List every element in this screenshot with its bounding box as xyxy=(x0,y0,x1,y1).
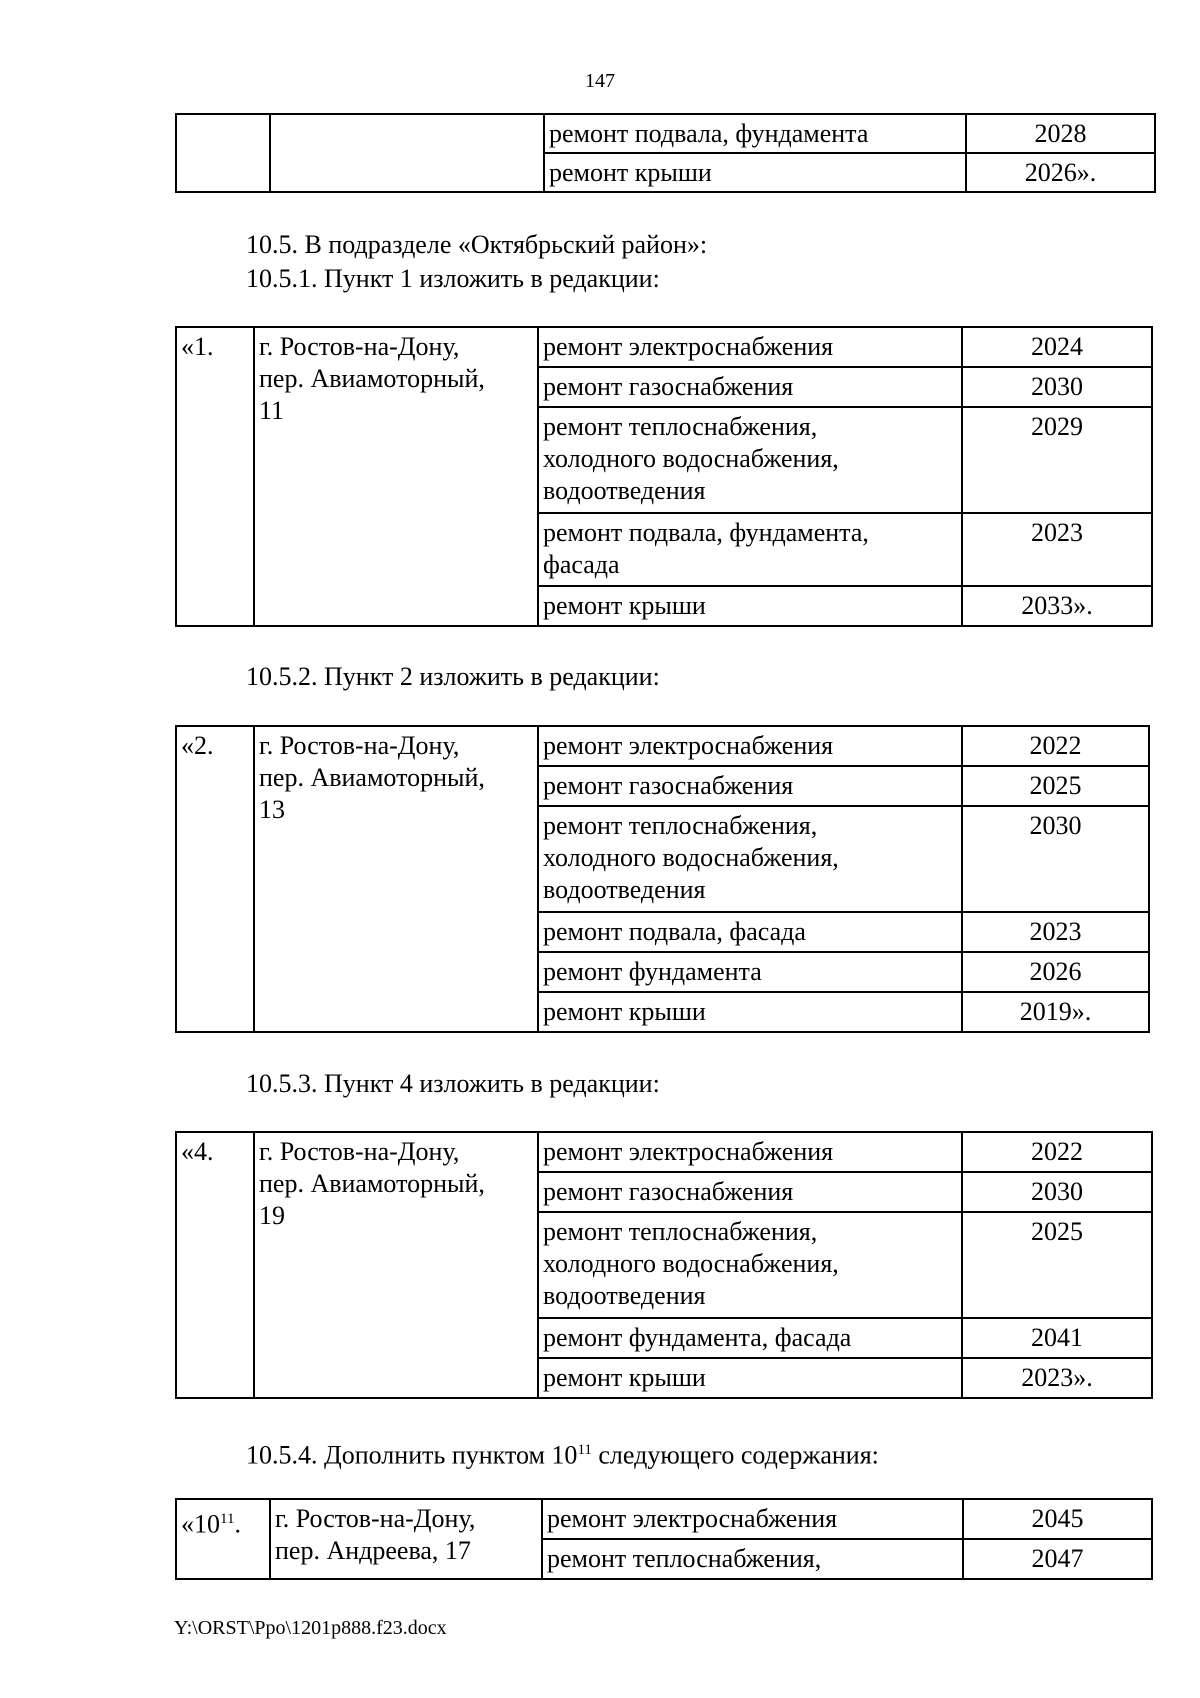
work-line: ремонт электроснабжения xyxy=(543,731,834,760)
year-cell: 2047 xyxy=(963,1539,1152,1579)
year-cell: 2041 xyxy=(962,1318,1152,1358)
year-cell: 2025 xyxy=(962,1212,1152,1318)
address-line: г. Ростов-на-Дону, xyxy=(259,731,460,760)
work-cell xyxy=(538,1318,962,1358)
work-line: водоотведения xyxy=(543,1281,706,1310)
work-cell xyxy=(538,912,962,952)
item-number: «10 xyxy=(181,1509,220,1539)
address-line: пер. Авиамоторный, xyxy=(259,1169,485,1198)
work-cell xyxy=(538,407,962,513)
work-line: ремонт газоснабжения xyxy=(543,1177,794,1206)
table-item-1 xyxy=(175,326,1153,627)
table-row xyxy=(176,114,1155,153)
work-line: ремонт теплоснабжения, xyxy=(543,811,818,840)
work-line: ремонт фундамента xyxy=(543,957,762,986)
address-line: 19 xyxy=(259,1201,285,1230)
item-number-cell: «1. xyxy=(176,327,254,626)
item-number-cell: «4. xyxy=(176,1132,254,1398)
subsection-heading: 10.5.1. Пункт 1 изложить в редакции: xyxy=(246,264,660,293)
work-line: ремонт крыши xyxy=(543,997,706,1026)
address-cell xyxy=(270,114,544,192)
work-line: ремонт теплоснабжения, xyxy=(547,1544,822,1573)
year-cell: 2045 xyxy=(963,1499,1152,1539)
work-cell xyxy=(538,1132,962,1172)
work-cell xyxy=(538,952,962,992)
page-number: 147 xyxy=(585,70,615,92)
year-cell: 2030 xyxy=(962,1172,1152,1212)
work-line: ремонт теплоснабжения, xyxy=(543,1217,818,1246)
work-line: ремонт подвала, фасада xyxy=(543,917,806,946)
work-line: холодного водоснабжения, xyxy=(543,1249,839,1278)
year-cell: 2022 xyxy=(962,1132,1152,1172)
work-line: холодного водоснабжения, xyxy=(543,444,839,473)
work-line: ремонт крыши xyxy=(543,1363,706,1392)
work-line: ремонт электроснабжения xyxy=(547,1504,838,1533)
year-cell: 2023 xyxy=(962,513,1152,586)
address-line: г. Ростов-на-Дону, xyxy=(259,1137,460,1166)
work-line: ремонт электроснабжения xyxy=(543,332,834,361)
work-cell xyxy=(538,1212,962,1318)
table-item-2 xyxy=(175,725,1150,1033)
table-item-10-11 xyxy=(175,1498,1153,1580)
year-cell: 2026 xyxy=(962,952,1149,992)
work-cell xyxy=(538,766,962,806)
work-line: ремонт крыши xyxy=(543,591,706,620)
item-number-superscript: 11 xyxy=(220,1511,235,1527)
work-line: холодного водоснабжения, xyxy=(543,843,839,872)
address-line: г. Ростов-на-Дону, xyxy=(259,332,460,361)
year-cell: 2029 xyxy=(962,407,1152,513)
file-path-footer: Y:\ORST\Ppo\1201p888.f23.docx xyxy=(174,1617,447,1639)
work-cell xyxy=(538,1172,962,1212)
year-cell: 2023 xyxy=(962,912,1149,952)
table-row xyxy=(176,327,1152,367)
year-cell: 2022 xyxy=(962,726,1149,766)
work-cell xyxy=(538,513,962,586)
work-cell xyxy=(542,1499,963,1539)
table-item-4 xyxy=(175,1131,1153,1399)
heading-text-before: 10.5.4. Дополнить пунктом 10 xyxy=(246,1440,578,1470)
work-cell xyxy=(542,1539,963,1579)
work-line: водоотведения xyxy=(543,875,706,904)
address-cell xyxy=(254,1132,538,1398)
address-line: пер. Авиамоторный, xyxy=(259,364,485,393)
top-table xyxy=(175,113,1156,193)
work-line: ремонт электроснабжения xyxy=(543,1137,834,1166)
work-line: ремонт газоснабжения xyxy=(543,771,794,800)
heading-text-after: следующего содержания: xyxy=(591,1440,879,1470)
year-cell: 2026». xyxy=(966,153,1155,192)
work-cell xyxy=(538,1358,962,1398)
address-line: г. Ростов-на-Дону, xyxy=(275,1504,476,1533)
year-cell: 2028 xyxy=(966,114,1155,153)
address-line: пер. Андреева, 17 xyxy=(275,1536,471,1565)
work-cell xyxy=(538,367,962,407)
work-line: ремонт фундамента, фасада xyxy=(543,1323,852,1352)
work-cell xyxy=(538,806,962,912)
subsection-heading: 10.5.2. Пункт 2 изложить в редакции: xyxy=(246,662,660,691)
address-line: пер. Авиамоторный, xyxy=(259,763,485,792)
address-cell xyxy=(254,726,538,1032)
work-cell xyxy=(538,586,962,626)
address-line: 11 xyxy=(259,396,285,425)
item-number-cell xyxy=(176,1499,270,1579)
section-heading: 10.5. В подразделе «Октябрьский район»: xyxy=(246,230,708,259)
year-cell: 2023». xyxy=(962,1358,1152,1398)
work-line: ремонт подвала, фундамента, xyxy=(543,518,869,547)
work-cell: ремонт подвала, фундамента xyxy=(544,114,966,153)
subsection-heading xyxy=(246,1433,879,1473)
year-cell: 2033». xyxy=(962,586,1152,626)
year-cell: 2030 xyxy=(962,806,1149,912)
table-row xyxy=(176,1132,1152,1172)
address-line: 13 xyxy=(259,795,285,824)
work-cell xyxy=(538,327,962,367)
year-cell: 2025 xyxy=(962,766,1149,806)
work-cell xyxy=(538,992,962,1032)
number-cell xyxy=(176,114,270,192)
year-cell: 2030 xyxy=(962,367,1152,407)
work-line: ремонт газоснабжения xyxy=(543,372,794,401)
work-cell: ремонт крыши xyxy=(544,153,966,192)
table-row xyxy=(176,1499,1152,1539)
year-cell: 2019». xyxy=(962,992,1149,1032)
work-line: ремонт теплоснабжения, xyxy=(543,412,818,441)
work-cell xyxy=(538,726,962,766)
item-number-cell: «2. xyxy=(176,726,254,1032)
heading-superscript: 11 xyxy=(577,1442,592,1458)
address-cell xyxy=(254,327,538,626)
address-cell xyxy=(270,1499,542,1579)
work-line: фасада xyxy=(543,550,620,579)
subsection-heading: 10.5.3. Пункт 4 изложить в редакции: xyxy=(246,1069,660,1098)
table-row xyxy=(176,726,1149,766)
work-line: водоотведения xyxy=(543,476,706,505)
item-number-suffix: . xyxy=(234,1509,241,1539)
year-cell: 2024 xyxy=(962,327,1152,367)
